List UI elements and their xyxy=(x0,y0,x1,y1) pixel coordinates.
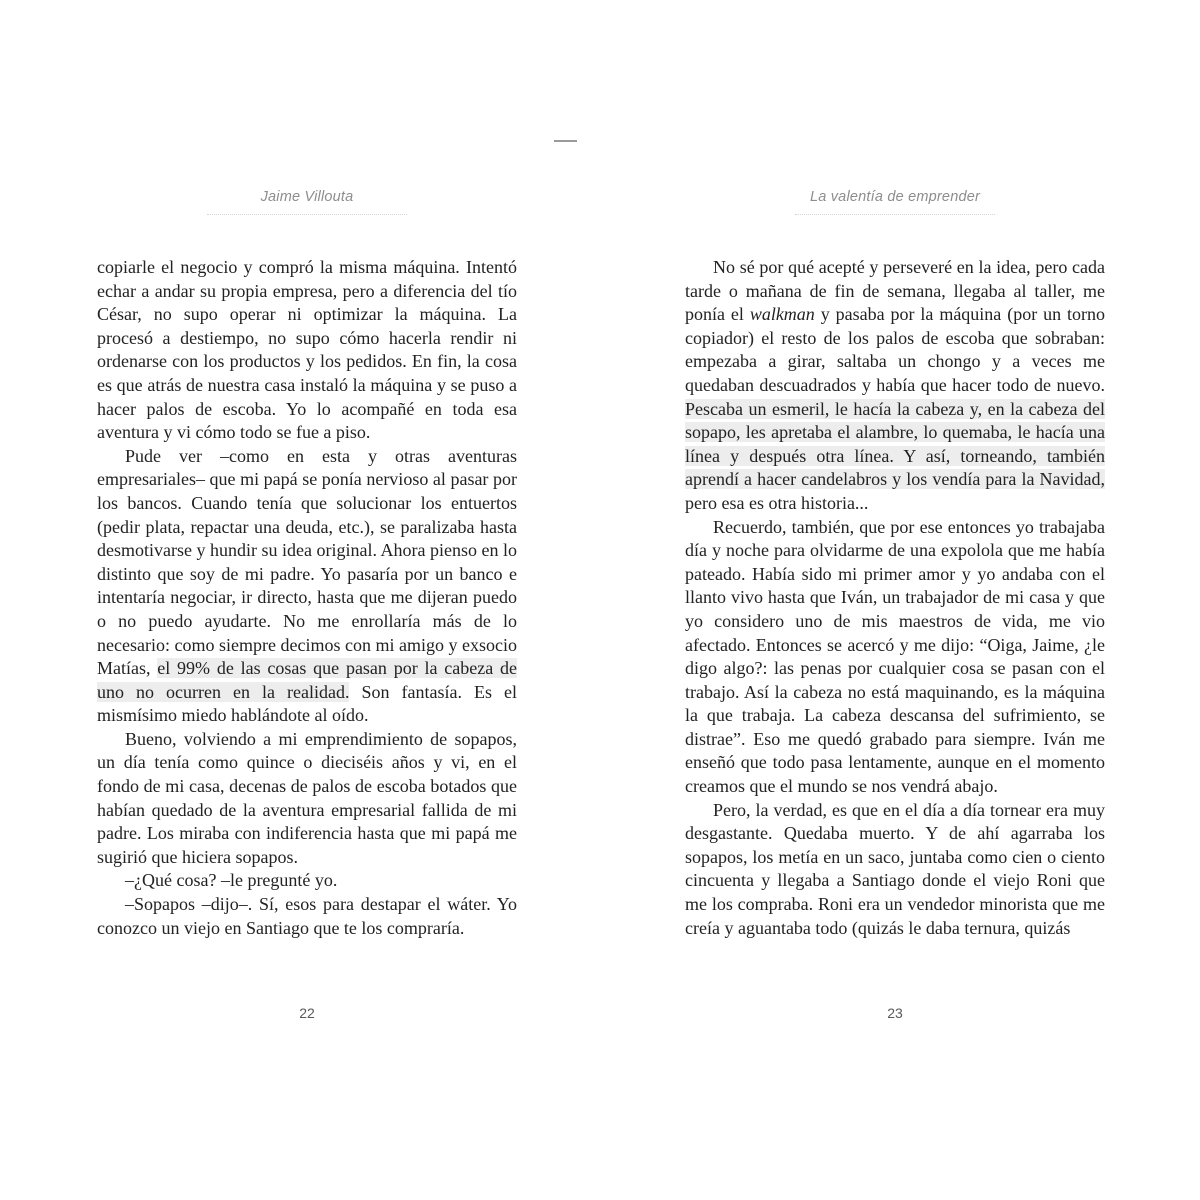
page-left xyxy=(97,0,517,1200)
text-segment: Pude ver –como en esta y otras aventuras empresariales– que mi papá se ponía nervioso al pasar por los bancos. Cuando tenía que solucionar los entuertos (pedir plata, repactar una deuda, etc.), se paralizaba hasta desmotivarse y hundir su idea original. Ahora pienso en lo distinto que soy de mi padre. Yo pasaría por un banco e intentaría negociar, ir directo, hasta que me dijeran puedo o no puedo ayudarte. No me enrollaría más de lo necesario: como siempre decimos con mi amigo y exsocio Matías, xyxy=(97,445,517,679)
text-segment: copiarle el negocio y compró la misma máquina. Intentó echar a andar su propia empresa, pero a diferencia del tío César, no supo operar ni optimizar la máquina. La procesó a destiempo, no supo cómo hacerla rendir ni ordenarse con los productos y los pedidos. En fin, la cosa es que atrás de nuestra casa instaló la máquina y se puso a hacer palos de escoba. Yo lo acompañé en toda esa aventura y vi cómo todo se fue a piso. xyxy=(97,257,517,443)
text-segment: pero esa es otra historia... xyxy=(685,492,869,513)
paragraph xyxy=(97,869,517,893)
text-segment: Bueno, volviendo a mi emprendimiento de sopapos, un día tenía como quince o dieciséis años y vi, en el fondo de mi casa, decenas de palos de escoba botados que habían quedado de la aventura empresarial fallida de mi padre. Los miraba con indiferencia hasta que mi papá me sugirió que hiciera sopapos. xyxy=(97,728,517,867)
text-segment: –¿Qué cosa? –le pregunté yo. xyxy=(125,870,338,891)
highlighted-text: el 99% de las cosas que pasan por la cabeza de uno no ocurren en la realidad. xyxy=(97,658,517,702)
paragraph xyxy=(685,799,1105,941)
paragraph xyxy=(97,445,517,728)
page-left-body-text xyxy=(97,256,517,940)
page-number-right: 23 xyxy=(887,1005,903,1021)
text-segment: No sé por qué acepté y perseveré en la idea, pero cada tarde o mañana de fin de semana, llegaba al taller, me ponía el xyxy=(685,257,1105,325)
running-header-right xyxy=(795,188,995,215)
running-header-left xyxy=(207,188,407,215)
book-title-header: La valentía de emprender xyxy=(809,189,981,205)
page-right-body-text xyxy=(685,256,1105,940)
text-segment: y pasaba por la máquina (por un torno copiador) el resto de los palos de escoba que sobraban: empezaba a girar, saltaba un chongo y a veces me quedaban descuadrados y había que hacer todo de nuevo. xyxy=(685,304,1106,395)
highlighted-text: Pescaba un esmeril, le hacía la cabeza y, en la cabeza del sopapo, les apretaba el alambre, lo quemaba, le hacía una línea y después otra línea. Y así, torneando, también aprendí a hacer candelabros y los vendía para la Navidad, xyxy=(685,398,1105,490)
paragraph xyxy=(685,256,1105,516)
top-divider-dash xyxy=(554,140,577,142)
text-segment: walkman xyxy=(749,304,815,325)
paragraph xyxy=(97,728,517,870)
paragraph xyxy=(97,893,517,940)
text-segment: Pero, la verdad, es que en el día a día tornear era muy desgastante. Quedaba muerto. Y de ahí agarraba los sopapos, los metía en un saco, juntaba como cien o ciento cincuenta y llegaba a Santiago donde el viejo Roni que me los compraba. Roni era un vendedor minorista que me creía y aguantaba todo (quizás le daba ternura, quizás xyxy=(685,799,1105,938)
page-right xyxy=(685,0,1105,1200)
text-segment: –Sopapos –dijo–. Sí, esos para destapar el wáter. Yo conozco un viejo en Santiago que te los compraría. xyxy=(97,894,517,938)
paragraph xyxy=(97,256,517,445)
text-segment: Recuerdo, también, que por ese entonces yo trabajaba día y noche para olvidarme de una expolola que me había pateado. Había sido mi primer amor y yo andaba con el llanto vivo hasta que Iván, un trabajador de mi casa y que yo considero uno de mis maestros de vida, me vio afectado. Entonces se acercó y me dijo: “Oiga, Jaime, ¿le digo algo?: las penas por cualquier cosa se pasan con el trabajo. Así la cabeza no está maquinando, es la máquina la que trabaja. La cabeza descansa del sufrimiento, se distrae”. Eso me quedó grabado para siempre. Iván me enseñó que todo pasa lentamente, aunque en el momento creamos que el mundo se nos vendrá abajo. xyxy=(685,516,1105,797)
page-number-left: 22 xyxy=(299,1005,315,1021)
paragraph xyxy=(685,516,1105,799)
text-segment: Son fantasía. Es el mismísimo miedo hablándote al oído. xyxy=(97,681,517,726)
author-name-header: Jaime Villouta xyxy=(260,189,354,205)
